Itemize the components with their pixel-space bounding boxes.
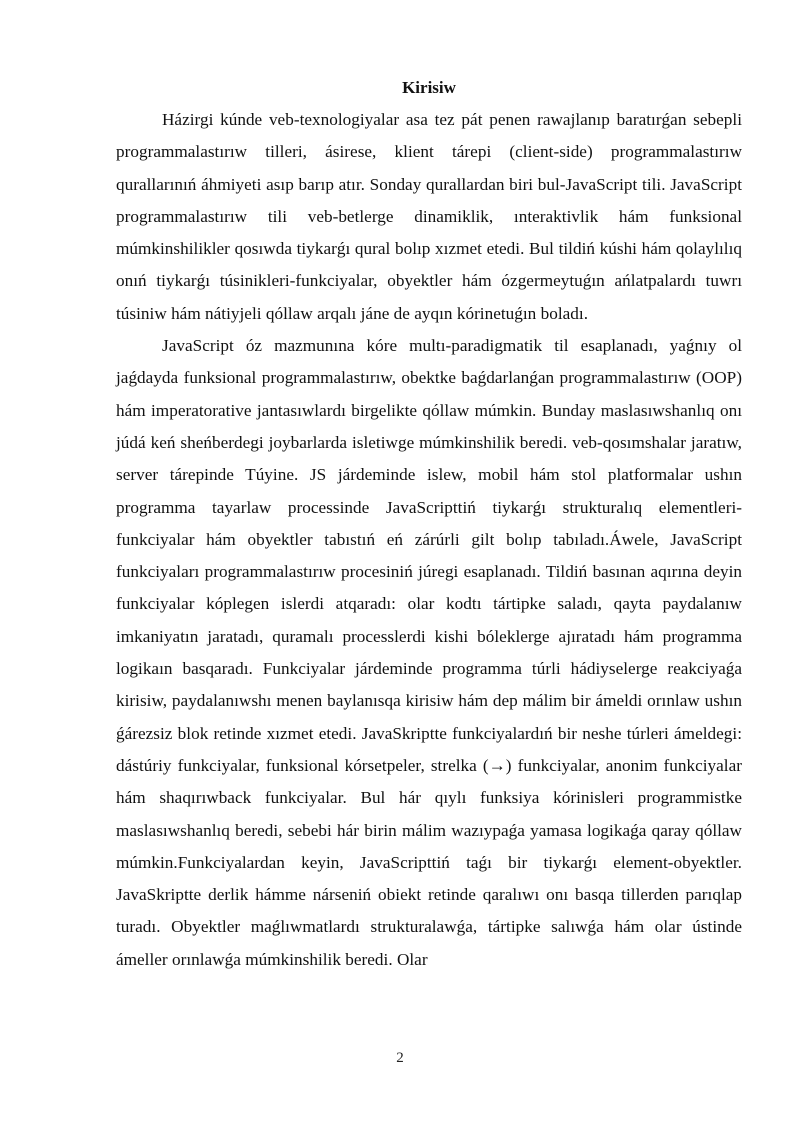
- document-page: [116, 72, 742, 976]
- page-number: 2: [396, 1050, 404, 1066]
- paragraph: JavaScript óz mazmunına kóre multı-paradigmatik til esaplanadı, yaǵnıy ol jaǵdayda funksional programmalastırıw, obektke baǵdarlanǵan programmalastırıw (OOP) hám imperatorative jantasıwlardı birgelikte qóllaw múmkin. Bunday ‎maslasıwshanlıq onı júdá keń sheńberdegi joybarlarda isletiwge múmkinshilik beredi. veb-qosımshalar jaratıw, server tárepinde Túyine. JS járdeminde islew, mobil hám stol platformalar ushın programma tayarlaw processinde JavaScripttiń tiykarǵı strukturalıq elementleri-funkciyalar hám obyektler tabıstıń eń zárúrli gilt bolıp tabıladı.Áwele, JavaScript funkciyaları programmalastırıw procesiniń júregi esaplanadı. Tildiń basınan aqırına deyin funkciyalar kóplegen islerdi atqaradı: olar kodtı tártipke saladı, qayta paydalanıw imkaniyatın jaratadı, quramalı processlerdi kishi bóleklerge ajıratadı hám programma logikaın basqaradı. Funkciyalar járdeminde programma túrli hádiyselerge reakciyaǵa kirisiw, paydalanıwshı menen baylanısqa kirisiw hám dep málim bir ámeldi orınlaw ushın ǵárezsiz blok retinde xızmet etedi. JavaSkriptte funkciyalardıń bir neshe túrleri ámeldegi: dástúriy funkciyalar, funksional kórsetpeler, strelka (→) funkciyalar, anonim funkciyalar hám shaqırıwback funkciyalar. Bul hár qıylı funksiya kórinisleri programmistke maslasıwshanlıq beredi, sebebi hár birin málim wazıypaǵa yamasa logikaǵa qaray qóllaw múmkin.Funkciyalardan keyin, JavaScripttiń taǵı bir tiykarǵı element-obyektler. JavaSkriptte derlik hámme nárseniń obiekt retinde qaralıwı onı basqa tillerden parıqlap turadı. Obyektler maǵlıwmatlardı strukturalawǵa, tártipke salıwǵa hám olar ústinde ámeller orınlawǵa múmkinshilik beredi. Olar: [116, 336, 742, 969]
- paragraph: Házirgi kúnde veb-texnologiyalar asa tez pát penen rawajlanıp baratırǵan sebepli programmalastırıw tilleri, ásirese, klient tárepi (client-side) programmalastırıw qurallarınıń áhmiyeti asıp barıp atır. Sonday qurallardan biri bul-JavaScript tili. JavaScript programmalastırıw tili veb-betlerge dinamiklik, ınteraktivlik hám funksional múmkinshilikler qosıwda tiykarǵı qural bolıp xızmet etedi. Bul tildiń kúshi hám qolaylılıq onıń tiykarǵı túsinikleri-funkciyalar, obyektler hám ózgermeytuǵın ańlatpalardı tuwrı túsiniw hám nátiyjeli qóllaw arqalı jáne de ayqın kórinetuǵın boladı.: [116, 110, 742, 323]
- section-title: Kirisiw: [402, 78, 456, 97]
